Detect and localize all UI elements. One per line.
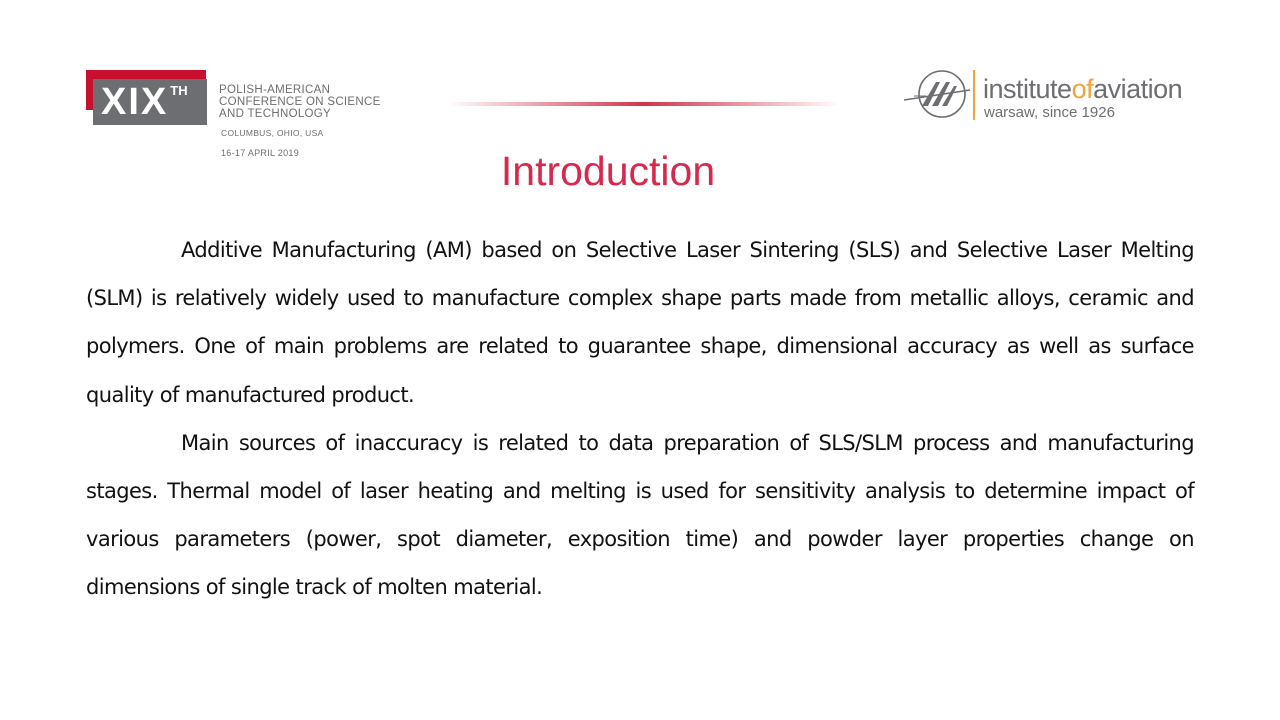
body-paragraph: Main sources of inaccuracy is related to data preparation of SLS/SLM process and manufacturing stages. Thermal model of laser heating and melting is used for sensitivity analysis to determine impact of various parameters (power, spot diameter, exposition time) and powder layer properties change on dimensions of single track of molten material. <box>86 430 1194 600</box>
conference-title-line: AND TECHNOLOGY <box>219 108 331 120</box>
conference-dates: 16-17 APRIL 2019 <box>221 148 300 158</box>
institute-name-part: aviation <box>1093 74 1183 104</box>
institute-name-part: institute <box>983 74 1072 104</box>
institute-logo <box>900 66 1200 126</box>
logo-numeral-block <box>93 79 207 125</box>
conference-title-line: CONFERENCE ON SCIENCE <box>219 96 381 108</box>
slide-title: Introduction <box>500 148 716 194</box>
conference-title-line: POLISH-AMERICAN <box>219 84 331 96</box>
institute-tagline: warsaw, since 1926 <box>984 104 1115 121</box>
institute-name-of: of <box>1071 74 1094 104</box>
institute-name <box>983 74 1182 104</box>
aircraft-emblem-icon <box>902 66 972 122</box>
body-paragraph: Additive Manufacturing (AM) based on Selective Laser Sintering (SLS) and Selective Laser Melting (SLM) is relatively widely used to manufacture complex shape parts made from metallic alloys, ceramic and polymers. One of main problems are related to guarantee shape, dimensional accuracy as well as surface quality of manufactured product. <box>86 238 1194 407</box>
slide-body <box>86 226 1194 612</box>
conference-numeral: XIX <box>101 81 169 123</box>
conference-location: COLUMBUS, OHIO, USA <box>221 128 324 138</box>
conference-title <box>219 84 381 120</box>
institute-logo-divider <box>973 70 975 120</box>
decorative-divider <box>448 102 840 106</box>
conference-numeral-suffix: TH <box>170 83 188 98</box>
